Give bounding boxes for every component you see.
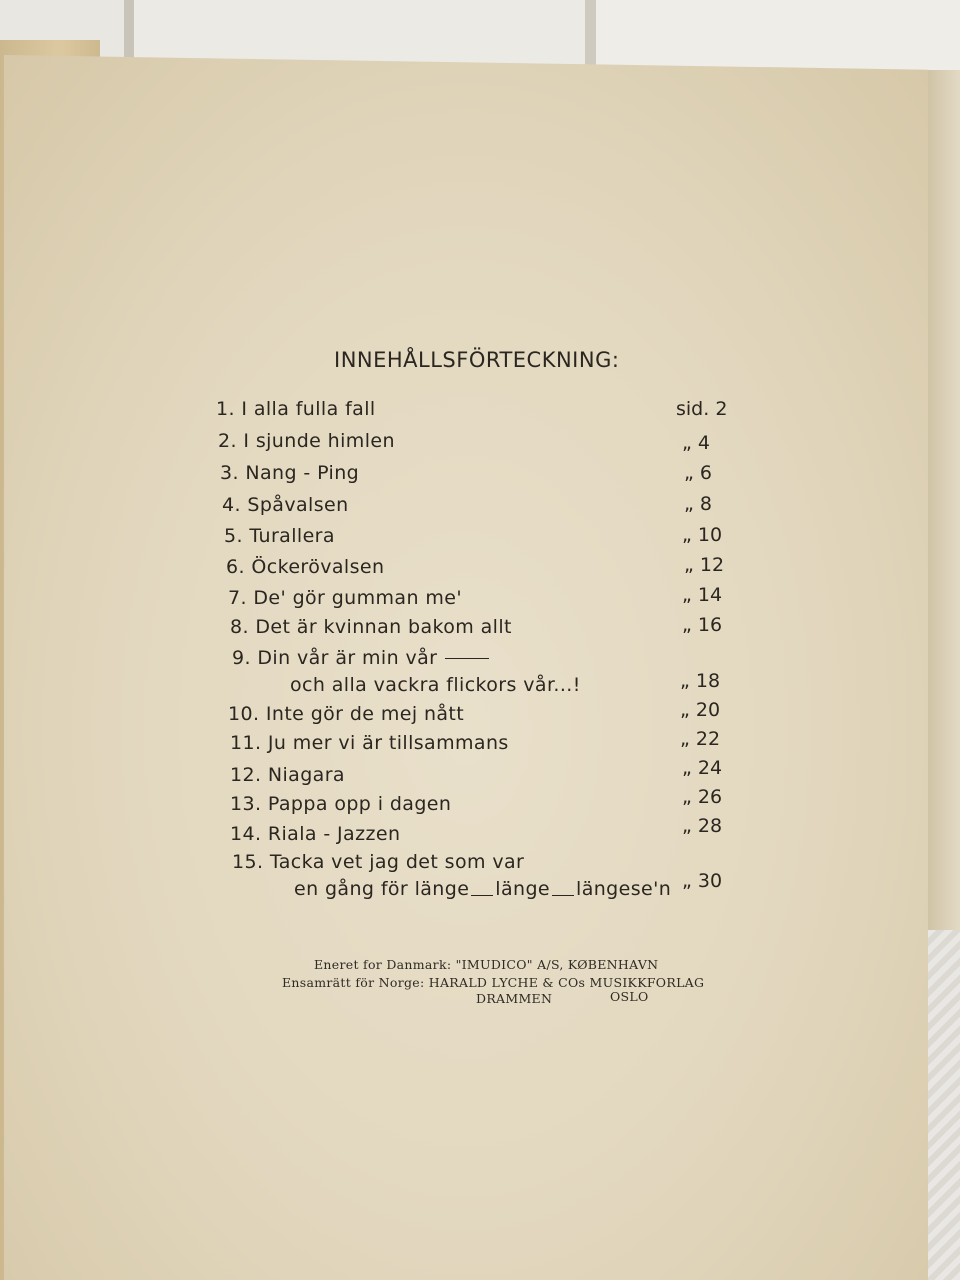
entry-title: Det är kvinnan bakom allt bbox=[255, 616, 512, 638]
publisher-city: OSLO bbox=[610, 989, 649, 1004]
entry-number: 13. bbox=[230, 793, 262, 815]
entry-number: 7. bbox=[228, 587, 247, 609]
entry-number: 1. bbox=[216, 398, 235, 420]
toc-entry bbox=[230, 764, 345, 786]
entry-title: I alla fulla fall bbox=[241, 398, 376, 420]
toc-entry bbox=[224, 525, 335, 547]
entry-title: Din vår är min vår bbox=[257, 647, 438, 669]
entry-title: Niagara bbox=[267, 764, 345, 786]
entry-number: 6. bbox=[226, 556, 245, 578]
entry-title: Ju mer vi är tillsammans bbox=[267, 732, 509, 754]
entry-title: Tacka vet jag det som var bbox=[269, 851, 525, 873]
entry-page: „ 8 bbox=[684, 493, 712, 515]
toc-entry bbox=[226, 556, 384, 578]
toc-entry bbox=[232, 851, 524, 873]
entry-title: Pappa opp i dagen bbox=[267, 793, 452, 815]
entry-page: „ 20 bbox=[680, 699, 721, 721]
toc-entry bbox=[230, 793, 451, 815]
entry-number: 11. bbox=[230, 732, 262, 754]
toc-title: INNEHÅLLSFÖRTECKNING: bbox=[334, 348, 620, 372]
entry-title-part: längese'n bbox=[576, 878, 672, 900]
toc-entry bbox=[220, 462, 359, 484]
entry-number: 9. bbox=[232, 647, 251, 669]
entry-title: Inte gör de mej nått bbox=[265, 703, 465, 725]
entry-page: „ 4 bbox=[682, 432, 710, 454]
entry-page: „ 30 bbox=[682, 870, 723, 892]
publisher-city: DRAMMEN bbox=[476, 991, 553, 1006]
entry-title: Turallera bbox=[249, 525, 335, 547]
publisher-credit-norway: Ensamrätt för Norge: HARALD LYCHE & COs MUSIKKFORLAG bbox=[282, 975, 705, 990]
entry-page: „ 28 bbox=[682, 815, 723, 837]
entry-title: De' gör gumman me' bbox=[253, 587, 462, 609]
entry-title: Spåvalsen bbox=[247, 494, 349, 516]
entry-number: 12. bbox=[230, 764, 262, 786]
cover-edge bbox=[928, 70, 960, 930]
entry-title-part: länge bbox=[495, 878, 551, 900]
toc-entry bbox=[222, 494, 349, 516]
dash-rule bbox=[471, 895, 493, 896]
entry-number: 3. bbox=[220, 462, 239, 484]
entry-title-continuation: och alla vackra flickors vår...! bbox=[290, 674, 581, 696]
toc-entry bbox=[228, 587, 462, 609]
entry-page: „ 18 bbox=[680, 670, 721, 692]
entry-number: 10. bbox=[228, 703, 260, 725]
toc-entry bbox=[230, 823, 400, 845]
entry-page: „ 16 bbox=[682, 614, 723, 636]
entry-number: 4. bbox=[222, 494, 241, 516]
dash-rule bbox=[445, 658, 489, 659]
entry-page: „ 24 bbox=[682, 757, 723, 779]
toc-entry bbox=[216, 398, 376, 420]
entry-number: 14. bbox=[230, 823, 262, 845]
entry-page: „ 10 bbox=[682, 524, 723, 546]
entry-number: 15. bbox=[232, 851, 264, 873]
entry-number: 5. bbox=[224, 525, 243, 547]
toc-entry bbox=[230, 732, 509, 754]
entry-title: Nang - Ping bbox=[245, 462, 360, 484]
entry-title: I sjunde himlen bbox=[243, 430, 395, 452]
publisher-credit-denmark: Eneret for Danmark: "IMUDICO" A/S, KØBENHAVN bbox=[314, 957, 659, 972]
entry-page: „ 12 bbox=[684, 554, 725, 576]
entry-page: „ 26 bbox=[682, 786, 723, 808]
entry-title: Riala - Jazzen bbox=[267, 823, 401, 845]
entry-page: „ 6 bbox=[684, 462, 712, 484]
toc-entry bbox=[232, 647, 489, 669]
entry-title: Öckerövalsen bbox=[251, 556, 385, 578]
toc-entry bbox=[230, 616, 512, 638]
toc-entry bbox=[218, 430, 395, 452]
toc-entry bbox=[228, 703, 464, 725]
dash-rule bbox=[552, 895, 574, 896]
entry-page: sid. 2 bbox=[676, 398, 728, 420]
entry-page: „ 14 bbox=[682, 584, 723, 606]
entry-title-part: en gång för länge bbox=[294, 878, 470, 900]
entry-title-continuation bbox=[294, 878, 671, 900]
entry-page: „ 22 bbox=[680, 728, 721, 750]
entry-number: 2. bbox=[218, 430, 237, 452]
entry-number: 8. bbox=[230, 616, 249, 638]
